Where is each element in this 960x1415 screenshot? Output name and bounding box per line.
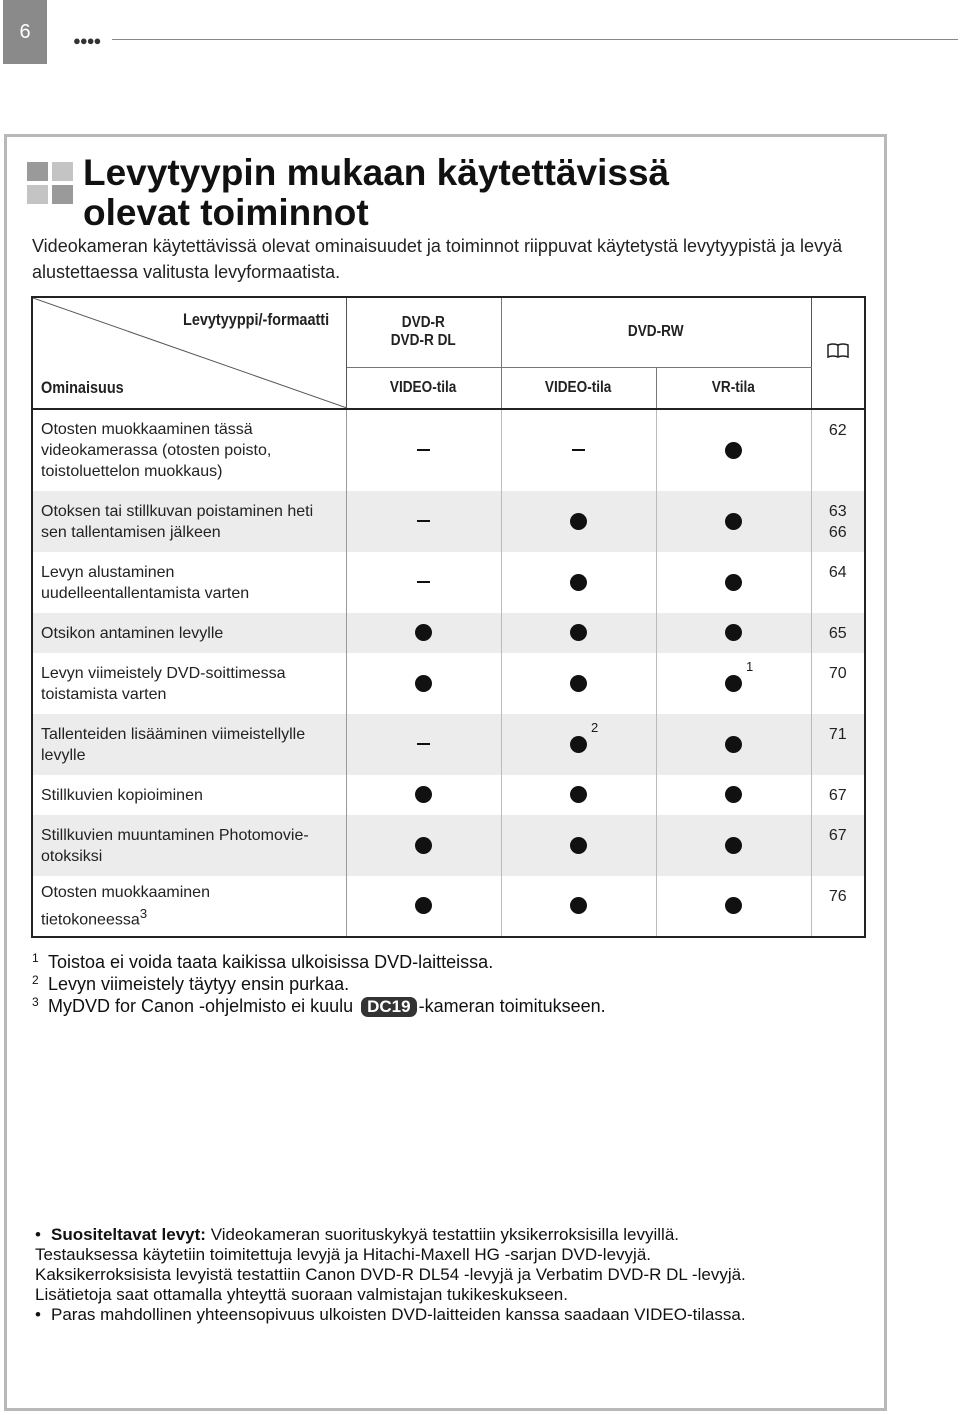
- mark-cell: [501, 815, 656, 876]
- available-dot: [725, 786, 742, 803]
- corner-feature-label: Ominaisuus: [41, 378, 124, 397]
- dvdrw-header: [501, 297, 811, 367]
- page-number: 6: [3, 0, 47, 64]
- mark-cell: [346, 653, 501, 714]
- note-label: Suositeltavat levyt:: [51, 1225, 206, 1244]
- footnote-ref-1: 1: [746, 658, 754, 674]
- available-dot: [570, 675, 587, 692]
- mark-cell: [346, 613, 501, 653]
- reference-page-header: [811, 297, 865, 409]
- mark-cell: [656, 876, 811, 937]
- page-ref-cell: [811, 491, 865, 552]
- mark-cell: [656, 653, 811, 714]
- table-row: [32, 613, 865, 653]
- header-rule: [112, 39, 958, 40]
- mark-cell: [346, 552, 501, 613]
- mark-cell: [656, 409, 811, 491]
- note-text: Kaksikerroksisista levyistä testattiin Canon DVD-R DL54 -levyjä ja Verbatim DVD-R DL -levyjä.: [35, 1265, 746, 1284]
- feature-cell: Otoksen tai stillkuvan poistaminen heti sen tallentamisen jälkeen: [32, 491, 346, 552]
- unavailable-dash: [417, 520, 430, 522]
- available-dot: [415, 786, 432, 803]
- notes-section: [35, 1225, 875, 1325]
- page-ref-cell: 71: [811, 714, 865, 775]
- header-dots: ●●●●: [73, 33, 101, 48]
- available-dot: [415, 624, 432, 641]
- col-dvdrw-video-mode: VIDEO-tila: [501, 367, 656, 409]
- available-dot: [570, 513, 587, 530]
- mark-cell: [346, 876, 501, 937]
- dvdr-header: [346, 297, 501, 367]
- available-dot: [725, 624, 742, 641]
- title-line-2: olevat toiminnot: [83, 192, 369, 233]
- table-row: [32, 491, 865, 552]
- book-icon: [826, 342, 850, 360]
- table-row: [32, 876, 865, 937]
- page-ref-cell: 67: [828, 787, 847, 804]
- mark-cell: [656, 815, 811, 876]
- page-ref-cell: 76: [828, 888, 847, 905]
- footnote-3: 3 MyDVD for Canon -ohjelmisto ei kuulu DC19 -kameran toimitukseen.: [32, 995, 606, 1016]
- feature-text: tietokoneessa: [41, 911, 140, 929]
- feature-cell: Tallenteiden lisääminen viimeistellylle levylle: [32, 714, 346, 775]
- feature-cell: Stillkuvien kopioiminen: [32, 775, 346, 815]
- mark-cell: [501, 876, 656, 937]
- unavailable-dash: [417, 581, 430, 583]
- available-dot: [725, 837, 742, 854]
- dvdrw-label: DVD-RW: [628, 323, 684, 341]
- mark-cell: [656, 552, 811, 613]
- note-recommended-discs: • Suositeltavat levyt: Videokameran suorituskykyä testattiin yksikerroksisilla levyillä.: [35, 1225, 679, 1244]
- intro-text: Videokameran käytettävissä olevat ominaisuudet ja toiminnot riippuvat käytetystä levytyypistä ja levyä alustettaessa valitusta levyformaatista.: [32, 236, 843, 282]
- available-dot: [570, 837, 587, 854]
- mark-cell: [656, 491, 811, 552]
- note-compatibility: • Paras mahdollinen yhteensopivuus ulkoisten DVD-laitteiden kanssa saadaan VIDEO-tilassa.: [35, 1305, 746, 1324]
- feature-cell: [32, 876, 346, 937]
- table-corner-header: [32, 297, 346, 409]
- available-dot: [415, 897, 432, 914]
- mark-cell: [501, 775, 656, 815]
- available-dot: [725, 736, 742, 753]
- available-dot: [570, 736, 587, 753]
- unavailable-dash: [572, 449, 585, 451]
- dvdr-dl-label: DVD-R DL: [391, 332, 456, 350]
- available-dot: [570, 786, 587, 803]
- unavailable-dash: [417, 449, 430, 451]
- col-dvdr-video-mode: VIDEO-tila: [346, 367, 501, 409]
- table-row: [32, 409, 865, 491]
- available-dot: [725, 675, 742, 692]
- mark-cell: [501, 552, 656, 613]
- page-ref-cell: 67: [811, 815, 865, 876]
- table-row: [32, 815, 865, 876]
- mark-cell: [656, 613, 811, 653]
- available-dot: [415, 675, 432, 692]
- mark-cell: [501, 714, 656, 775]
- unavailable-dash: [417, 743, 430, 745]
- mark-cell: [501, 491, 656, 552]
- feature-cell: Levyn viimeistely DVD-soittimessa toistamista varten: [32, 653, 346, 714]
- available-dot: [725, 897, 742, 914]
- mark-cell: [346, 775, 501, 815]
- col-dvdrw-vr-mode: VR-tila: [656, 367, 811, 409]
- feature-cell: Levyn alustaminen uudelleentallentamista varten: [32, 552, 346, 613]
- page-ref-cell: 62: [828, 422, 847, 439]
- page-ref-cell: 65: [811, 613, 865, 653]
- available-dot: [725, 574, 742, 591]
- dc19-badge: DC19: [361, 997, 416, 1017]
- feature-table: [31, 296, 866, 938]
- corner-disc-type-label: Levytyyppi/-formaatti: [183, 310, 330, 329]
- feature-cell: Stillkuvien muuntaminen Photomovie-otoksiksi: [32, 815, 346, 876]
- page-ref-cell: 70: [828, 665, 847, 682]
- title-line-1: Levytyypin mukaan käytettävissä: [83, 152, 670, 193]
- feature-text: Otosten muokkaaminen: [41, 884, 210, 901]
- mark-cell: [656, 775, 811, 815]
- feature-cell: Otsikon antaminen levylle: [32, 613, 346, 653]
- footnote-2: 2 Levyn viimeistely täytyy ensin purkaa.: [32, 973, 350, 994]
- note-text: Lisätietoja saat ottamalla yhteyttä suoraan valmistajan tukikeskukseen.: [35, 1285, 568, 1304]
- table-row: [32, 552, 865, 613]
- footnotes: [32, 951, 606, 1017]
- table-row: [32, 775, 865, 815]
- footnote-ref-3: 3: [139, 906, 148, 921]
- table-row: [32, 653, 865, 714]
- mark-cell: [501, 653, 656, 714]
- mark-cell: [346, 714, 501, 775]
- mark-cell: [656, 714, 811, 775]
- footnote-1: 1 Toistoa ei voida taata kaikissa ulkoisissa DVD-laitteissa.: [32, 951, 494, 972]
- page-ref-cell: 64: [828, 564, 847, 581]
- available-dot: [415, 837, 432, 854]
- mark-cell: [501, 613, 656, 653]
- mark-cell: [346, 409, 501, 491]
- feature-cell: Otosten muokkaaminen tässä videokamerassa (otosten poisto, toistoluettelon muokkaus): [32, 409, 346, 491]
- available-dot: [725, 442, 742, 459]
- available-dot: [570, 574, 587, 591]
- page-title: [83, 153, 669, 233]
- page-ref: 66: [828, 524, 847, 541]
- page-ref: 63: [828, 503, 847, 520]
- mark-cell: [501, 409, 656, 491]
- footnote-ref-2: 2: [591, 719, 599, 735]
- table-row: [32, 714, 865, 775]
- available-dot: [725, 513, 742, 530]
- available-dot: [570, 897, 587, 914]
- mark-cell: [346, 491, 501, 552]
- title-squares-icon: [27, 162, 75, 206]
- dvdr-label: DVD-R: [401, 314, 446, 332]
- note-text: Testauksessa käytetiin toimitettuja levyjä ja Hitachi-Maxell HG -sarjan DVD-levyjä.: [35, 1245, 651, 1264]
- available-dot: [570, 624, 587, 641]
- mark-cell: [346, 815, 501, 876]
